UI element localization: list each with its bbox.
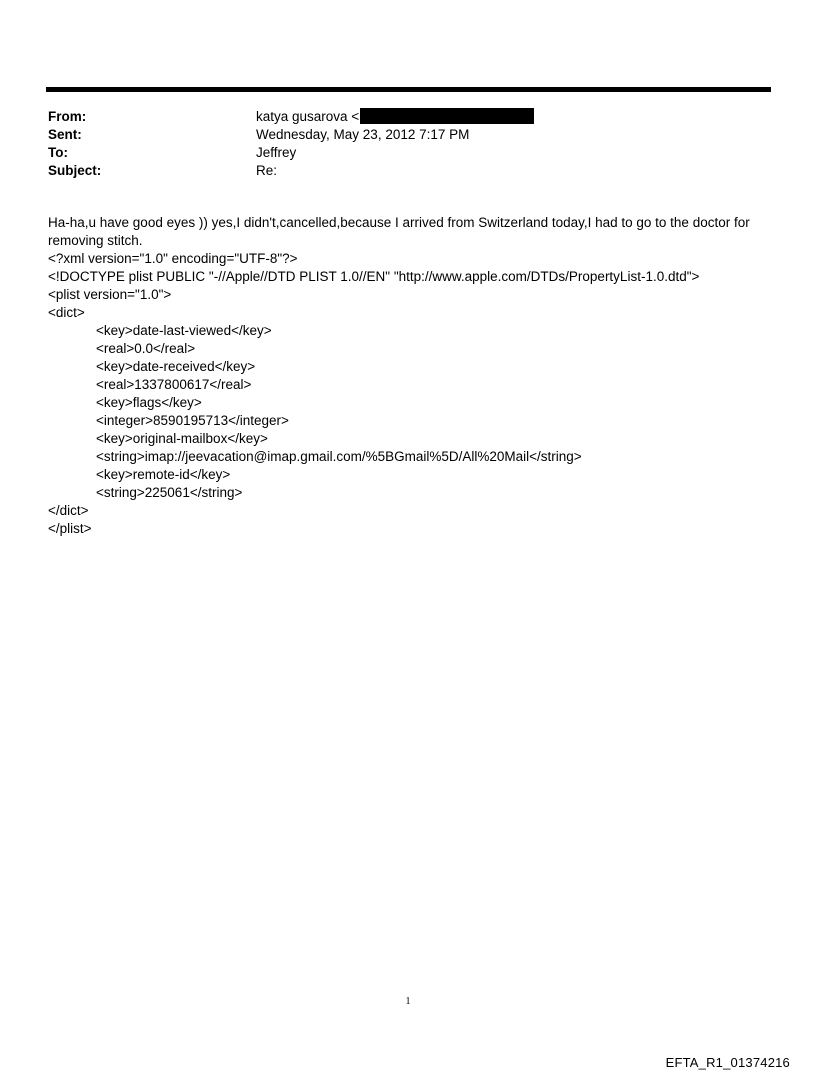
email-body — [48, 214, 763, 538]
from-value — [256, 108, 534, 126]
dict-open: <dict> — [48, 305, 85, 320]
from-row — [48, 108, 748, 126]
to-row — [48, 144, 748, 162]
to-label: To: — [48, 145, 68, 160]
page-number: 1 — [405, 996, 411, 1007]
plist-close: </plist> — [48, 521, 92, 536]
dict-line: <string>225061</string> — [96, 485, 243, 500]
from-label: From: — [48, 109, 87, 124]
email-header — [48, 108, 748, 180]
from-sender: katya gusarova < — [256, 109, 360, 124]
dict-line: <real>1337800617</real> — [96, 377, 252, 392]
subject-label: Subject: — [48, 163, 102, 178]
dict-line: <string>imap://jeevacation@imap.gmail.com/%5BGmail%5D/All%20Mail</string> — [96, 449, 582, 464]
plist-open: <plist version="1.0"> — [48, 287, 172, 302]
document-id: EFTA_R1_01374216 — [665, 1055, 790, 1070]
sent-row — [48, 126, 748, 144]
redaction-block — [360, 108, 534, 124]
dict-line: <key>remote-id</key> — [96, 467, 231, 482]
dict-close: </dict> — [48, 503, 89, 518]
dict-line: <key>flags</key> — [96, 395, 202, 410]
dict-line: <key>date-last-viewed</key> — [96, 323, 272, 338]
dict-line: <integer>8590195713</integer> — [96, 413, 289, 428]
xml-declaration: <?xml version="1.0" encoding="UTF-8"?> — [48, 251, 298, 266]
subject-value: Re: — [256, 163, 278, 178]
dict-line: <key>original-mailbox</key> — [96, 431, 268, 446]
header-divider — [46, 87, 771, 92]
sent-value: Wednesday, May 23, 2012 7:17 PM — [256, 127, 470, 142]
dict-line: <real>0.0</real> — [96, 341, 196, 356]
subject-row — [48, 162, 748, 180]
message-text: Ha-ha,u have good eyes )) yes,I didn't,cancelled,because I arrived from Switzerland today,I had to go to the doctor for removing stitch. — [48, 215, 750, 248]
doctype-line: <!DOCTYPE plist PUBLIC "-//Apple//DTD PLIST 1.0//EN" "http://www.apple.com/DTDs/PropertyList-1.0.dtd"> — [48, 269, 700, 284]
sent-label: Sent: — [48, 127, 82, 142]
to-value: Jeffrey — [256, 145, 297, 160]
dict-line: <key>date-received</key> — [96, 359, 256, 374]
